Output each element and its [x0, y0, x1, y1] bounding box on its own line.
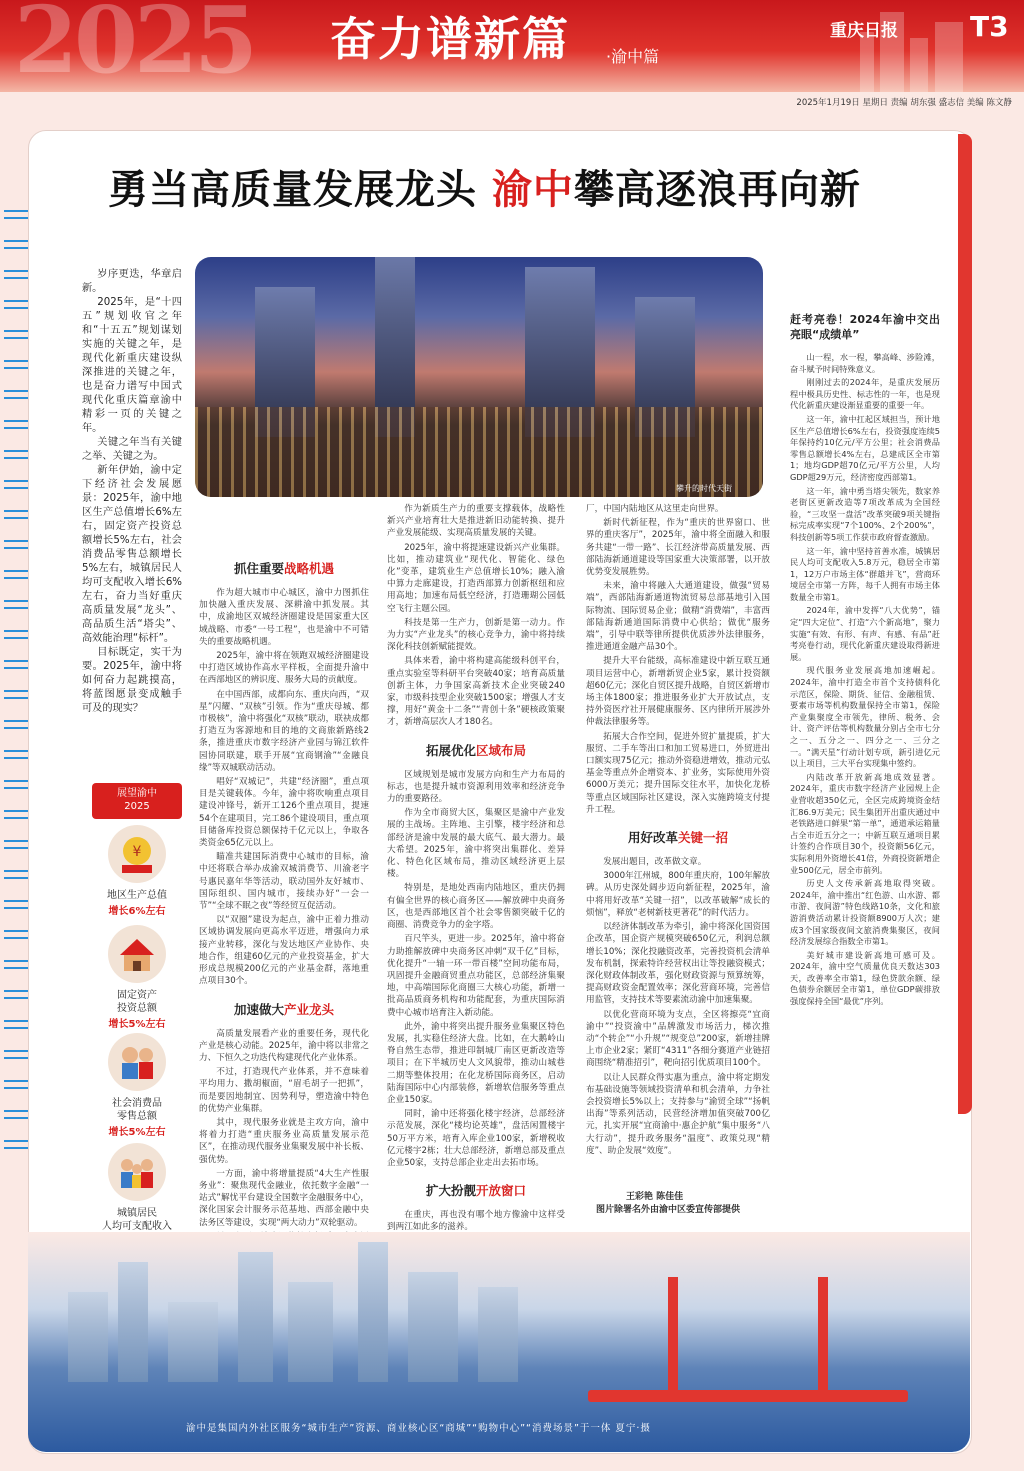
headline — [108, 168, 861, 212]
house-icon — [108, 925, 166, 983]
masthead-banner — [0, 0, 1024, 92]
article-column-2: 作为新质生产力的重要支撑载体，战略性新兴产业培育壮大是推进新旧动能转换、提升产业发展能级、实现高质量发展的关键。 2025年，渝中将提速建设新兴产业集群。比如，推动建筑业“现代化、智能化、绿色化”变革，建筑业生产总值增长10%；融入渝中算力走廊建设，打造西部算力创新枢纽和应用高地；加速布局低空经济，打造珊瑚公园低空飞行主题公园。 科技是第一生产力，创新是第一动力。作为力实“产业龙头”的核心竞争力，渝中将持续深化科技创新赋能提效。 具体来看，渝中将构建高能级科创平台，重点实验室等科研平台突破40家；培育高质量创新主体，力争国家高新技术企业突破240家，市级科技型企业突破1500家；增强人才支撑，用好“黄金十二条”“青创十条”硬核政策聚才，新增高层次人才180名。 拓展优化区域布局 区域规划是城市发展方向和生产力布局的标志，也是提升城市资源利用效率和经济竞争力的重要路径。 作为全市商贸大区，集聚区是渝中产业发展的主战场。主阵地、主引擎，楼宇经济和总部经济是渝中发展的最大底气、最大潜力。最大希望。2025年，渝中将突出集群化、差异化、特色化区域布局，推动区域经济更上层楼。 特别是，是地处西南内陆地区，重庆仍拥有偏全世界的核心商务区——解放碑中央商务区，也是西部地区首个社会零售额突破千亿的商圈、消费竞争力的金字塔。 百尺竿头，更进一步。2025年，渝中将奋力助推解放碑中央商务区冲刺“双千亿”目标，优化提升“一轴一环一带百楼”空间功能布局，巩固提升金融商贸重点功能区，总部经济集聚地，中高端国际化商圈三大核心功能，新增一批高品质商务机构和功能配套，为重庆国际消费中心城市培育注入新动能。 此外，渝中将突出提升服务业集聚区特色发展，扎实稳住经济大盘。比如，在大鹅岭山脊自然生态带，推进印制城厂南区更新改造等项目；在下半城历史人文风貌带，推动山城巷二期等整体投用；在化龙桥国际商务区，启动陆海国际中心内部装修，新增软信服务等重点企业150家。 同时，渝中还将强化楼宇经济，总部经济示范发展，深化“楼均论英雄”，盘活闲置楼宇50万平方米，培育入库企业100家，新增税收亿元楼宇2栋；壮大总部经济，新增总部及重点企业50家，支持总部企业走出去拓市场。 扩大扮靓开放窗口 在重庆，再也没有哪个地方像渝中这样受到两江如此多的滋养。 — [387, 504, 565, 1233]
page-subtitle: ·渝中篇 — [606, 47, 660, 66]
section-heading: 抓住重要战略机遇 — [233, 561, 335, 576]
page-title: 奋力谱新篇 — [330, 12, 570, 66]
intro-text: 岁序更迭，华章启新。 2025年，是“十四五”规划收官之年和“十五五”规划谋划实施的关键之年，是现代化新重庆建设纵深推进的关键之年，也是奋力谱写中国式现代化重庆篇章渝中精彩一页的关键之年。 关键之年当有关键之举、关键之为。 新年伊始，渝中定下经济社会发展愿景：2025年，渝中地区生产总值增长6%左右，固定资产投资总额增长5%左右，社会消费品零售总额增长5%左右，城镇居民人均可支配收入增长6%左右，奋力当好重庆高质量发展“龙头”、高品质生活“塔尖”、高效能治理“标杆”。 目标既定，实干为要。2025年，渝中将如何奋力起跳摸高，将蓝图愿景变成触手可及的现实？ — [82, 269, 182, 714]
section-heading: 加速做大产业龙头 — [233, 1001, 335, 1017]
family-icon — [108, 1143, 166, 1201]
stat-income: 城镇居民 人均可支配收入 — [82, 1143, 192, 1248]
street-photo — [195, 257, 763, 497]
headline-highlight: 渝中 — [491, 167, 574, 213]
page-number: T3 — [970, 10, 1009, 43]
skyline-decoration — [935, 22, 963, 92]
photo-caption-bottom: 渝中是集国内外社区服务“城市生产”资源、商业核心区“商城”“购物中心”“消费场景”于一体 夏宁·摄 — [186, 1423, 651, 1434]
dateline: 2025年1月19日 星期日 责编 胡东强 盛志信 美编 陈文静 — [796, 98, 1012, 108]
skyline-photo — [28, 1232, 970, 1452]
article-column-1: 抓住重要战略机遇 作为超大城市中心城区，渝中力图抓住加快融入重庆发展、深耕渝中抓发展。其中，成渝地区双城经济圈建设是国家重大区域战略、市委“一号工程”，也是渝中不可错失的重要战略机遇。 2025年，渝中将在领跑双城经济圈建设中打造区域协作高水平样板，全面提升渝中在西部地区的辨识度、服务大局的贡献度。 在中国西部，成都向东、重庆向西，“双星”闪耀、“双核”引领。作为“重庆母城、都市极核”，渝中将强化“双核”联动，联袂成都打造互为客源地和目的地的文商旅新路线2条，推进重庆市数字经济产业园与锦江软件园协同联建，联手开展“宜商钢渝”“金融良缘”等双城联动活动。 唱好“双城记”，共建“经济圈”，重点项目是关键载体。今年，渝中将吹响重点项目建设冲锋号，新开工126个重点项目，提速54个在建项目，完工86个建设项目，重点项目储备库投资总额保持千亿元以上，争取各类资金65亿元以上。 瞄准共建国际消费中心城市的目标，渝中还将联合举办成渝双城消费节、川渝老字号惠民嘉年华等活动，联动国外友好城市、国际组织、国内城市，接续办好“一会一节”“全球不眠之夜”等经贸互促活动。 以“双圈”建设为起点，渝中正着力推动区域协调发展向更高水平迈进，增强向力承接产业转移，深化与发达地区产业协作、央地合作，组建60亿元的产业投资基金，扩大形成总规模200亿元的产业基金群，落地重点项目30个。 加速做大产业龙头 高质量发展看产业的重要任务，现代化产业是核心动能。2025年，渝中将以非常之力、下恒久之功迭代构建现代化产业体系。 不过，打造现代产业体系，并不意味着平均用力、撒胡椒面，“眉毛胡子一把抓”，而是要因地制宜、因势利导，塑造渝中特色的优势产业集群。 其中，现代服务业就是主攻方向，渝中将着力打造“重庆服务业高质量发展示范区”，在推动现代服务业集聚发展中补长板、强优势。 一方面，渝中将增量提质“4大生产性服务业”：聚焦现代金融业，依托数字金融“一站式”解忧平台建设全国数字金融服务中心，深化国家会计服务示范基地、西部金融中央法务区等建设，实现“两大动力”双轮驱动。 — [199, 561, 369, 1228]
svg-text:¥: ¥ — [132, 844, 142, 860]
money-icon — [108, 825, 166, 883]
skyline-decoration — [860, 32, 874, 92]
section-heading: 用好改革关键一招 — [627, 830, 729, 846]
headline-part1: 勇当高质量发展龙头 — [108, 167, 492, 213]
skyline-decoration — [910, 38, 928, 92]
stat-gdp: ¥ 地区生产总值 增长6%左右 — [82, 825, 192, 917]
page-edge-tab — [958, 134, 972, 1114]
photo-caption: 攀升的时代天街 — [676, 484, 732, 493]
stat-investment: 固定资产 投资总额 增长5%左右 — [82, 925, 192, 1030]
headline-part2: 攀高逐浪再向新 — [573, 167, 861, 213]
section-heading: 拓展优化区域布局 — [425, 742, 527, 758]
stat-retail: 社会消费品 零售总额 增长5%左右 — [82, 1033, 192, 1138]
sidebar-heading: 赶考亮卷！2024年渝中交出亮眼“成绩单” — [790, 313, 940, 341]
shopping-icon — [108, 1033, 166, 1091]
year-mark: 2025 — [14, 0, 255, 92]
sidebar-column: 赶考亮卷！2024年渝中交出亮眼“成绩单” 山一程，水一程，攀高峰、涉险滩，奋斗赋予时间特殊意义。 刚刚过去的2024年，是重庆发展历程中极具历史性、标志性的一年，也是现代化新重庆建设渐显重要的重要一年。 这一年，渝中扛起区域担当，预计地区生产总值增长6%左右，投资强度连续5年保持约10亿元/平方公里；社会消费品零售总额增长4%左右，总建成区全市第1；地均GDP超70亿元/平方公里，人均GDP超29万元，经济密度西部第1。 这一年，渝中勇当塔尖领先，数家养老街区更新改造等7项改革成为全国经验，“三攻坚一盘活”改革突破9项关键指标完成率实现“7个100%、2个200%”，科技创新等5项工作获市政府督查激励。 这一年，渝中坚持首善水准，城镇居民人均可支配收入5.8万元，稳居全市第1，12万户市场主体“群雄并飞”，营商环境居全市第一方阵，每千人拥有市场主体数量全市第1。 2024年，渝中发挥“八大优势”，锚定“四大定位”、打造“六个新高地”，聚力实施“有效、有形、有声、有感、有品”赶考亮卷行动，现代化新重庆建设取得新进展。 现代服务业发展高地加速崛起。2024年，渝中打造全市首个支持债科化示范区，保险、期货、征信、金融租赁、要素市场等机构数量保持全市第1，保险产业集聚度全市领先，律所、税务、会计、资产评估等机构数量分别占全市七分之一、五分之一、四分之一、三分之一。“满天星”行动计划专项，新引进亿元以上项目，三大平台实现集中签约。 内陆改革开放新高地成效显著。2024年，重庆市数字经济产业园规上企业营收超350亿元，全区完成跨境资金结汇86.9万美元；民生集团开出重庆通过中老铁路进口鲜果“第一单”，通道承运箱量占全市近五分之一；中新互联互通项目累计签约合作项目30个，投资额56亿元，实际利用外资增长41倍，外商投资新增企业500亿元，居全市前列。 历史人文传承新高地取得突破。2024年，渝中推出“红色游、山水游、都市游、夜间游”特色线路10条，文化和旅游消费活动累计投资额8900万人次；建成3个国家级夜间文旅消费集聚区，夜间经济发展综合指数全市第1。 美好城市建设新高地可感可及。2024年，渝中空气质量优良天数达303天，改善率全市第1，绿色贷款余额、绿色债券余额居全市第1，单位GDP碳排放强度保持全国“最优”序列。 — [790, 313, 940, 1007]
article-column-3: 厂，中国内陆地区从这里走向世界。 新时代新征程，作为“重庆的世界窗口、世界的重庆客厅”，2025年，渝中将全面融入和服务共建“一带一路”、长江经济带高质量发展、西部陆海新通道建设等国家重大决策部署，以开放优势变发展胜势。 未来，渝中将融入大通道建设，做强“贸易端”，西部陆海新通道物流贸易总部基地引入国际物流、国际贸易企业；做精“消费端”，丰富西部陆海新通道国际消费中心供给；做优“服务端”，引导中联等律所提供优质涉外法律服务，推进通道金融产品30个。 提升大平台能级，高标准建设中新互联互通项目运营中心，新增新贸企业5家，累计投资额超60亿元；深化自贸区提升战略，自贸区新增市场主体1800家；推进服务业扩大开放试点，支持外资医疗社开展健康服务、区内律所开展涉外仲裁法律服务等。 拓展大合作空间，促进外贸扩量提质，扩大服贸、二手车等出口和加工贸易进口，外贸进出口额实现75亿元；推动外资稳进增效，推动元弘基金等重点外企增资本、扩业务，实际使用外资6000万美元；提升国际交往水平，加快化龙桥等重点区域国际社区建设，深入实施跨境支付提升工程。 用好改革关键一招 发展出题目，改革做文章。 3000年江州城，800年重庆府，100年解放碑。从历史深处阔步迈向新征程，2025年，渝中将用好改革“关键一招”，以改革破解“成长的烦恼”，释放“老树新枝更著花”的时代活力。 以经济体制改革为牵引，渝中将深化国资国企改革，国企资产规模突破650亿元，利润总额增长10%；深化投融资改革，完善投资机会清单发布机制，探索特许经营权出让等投融资模式；深化财政体制改革，强化财政资源与预算统筹，提高财政资金配置效率；深化营商环境，完善信用监管，支持技术等要素流动渝中加速集聚。 以优化营商环境为支点，全区将擦亮“宜商渝中”“投资渝中”品牌激发市场活力，梯次推动“个转企”“小升规”“规变总”200家，新增挂牌上市企业2家；紧盯“4311”各细分赛道产业链招商围绕“精准招引”，靶向招引优质项目100个。 以让人民群众得实惠为重点，渝中将定期发布基础设施等领域投资清单和机会清单，力争社会投资增长5%以上；支持参与“渝贸全球”“扬帆出海”等系列活动，民营经济增加值突破700亿元，扎实开展“宜商渝中·惠企护航”集中服务“八大行动”，提升政务服务“温度”、政策兑现“精度”、助企发展“效度”。 — [586, 504, 770, 1156]
section-heading: 扩大扮靓开放窗口 — [425, 1183, 527, 1199]
outlook-badge: 展望渝中 2025 — [92, 783, 182, 819]
newspaper-name: 重庆日报 — [830, 21, 898, 41]
byline: 王彩艳 陈佳佳 图片除署名外由渝中区委宣传部提供 — [596, 1192, 741, 1215]
